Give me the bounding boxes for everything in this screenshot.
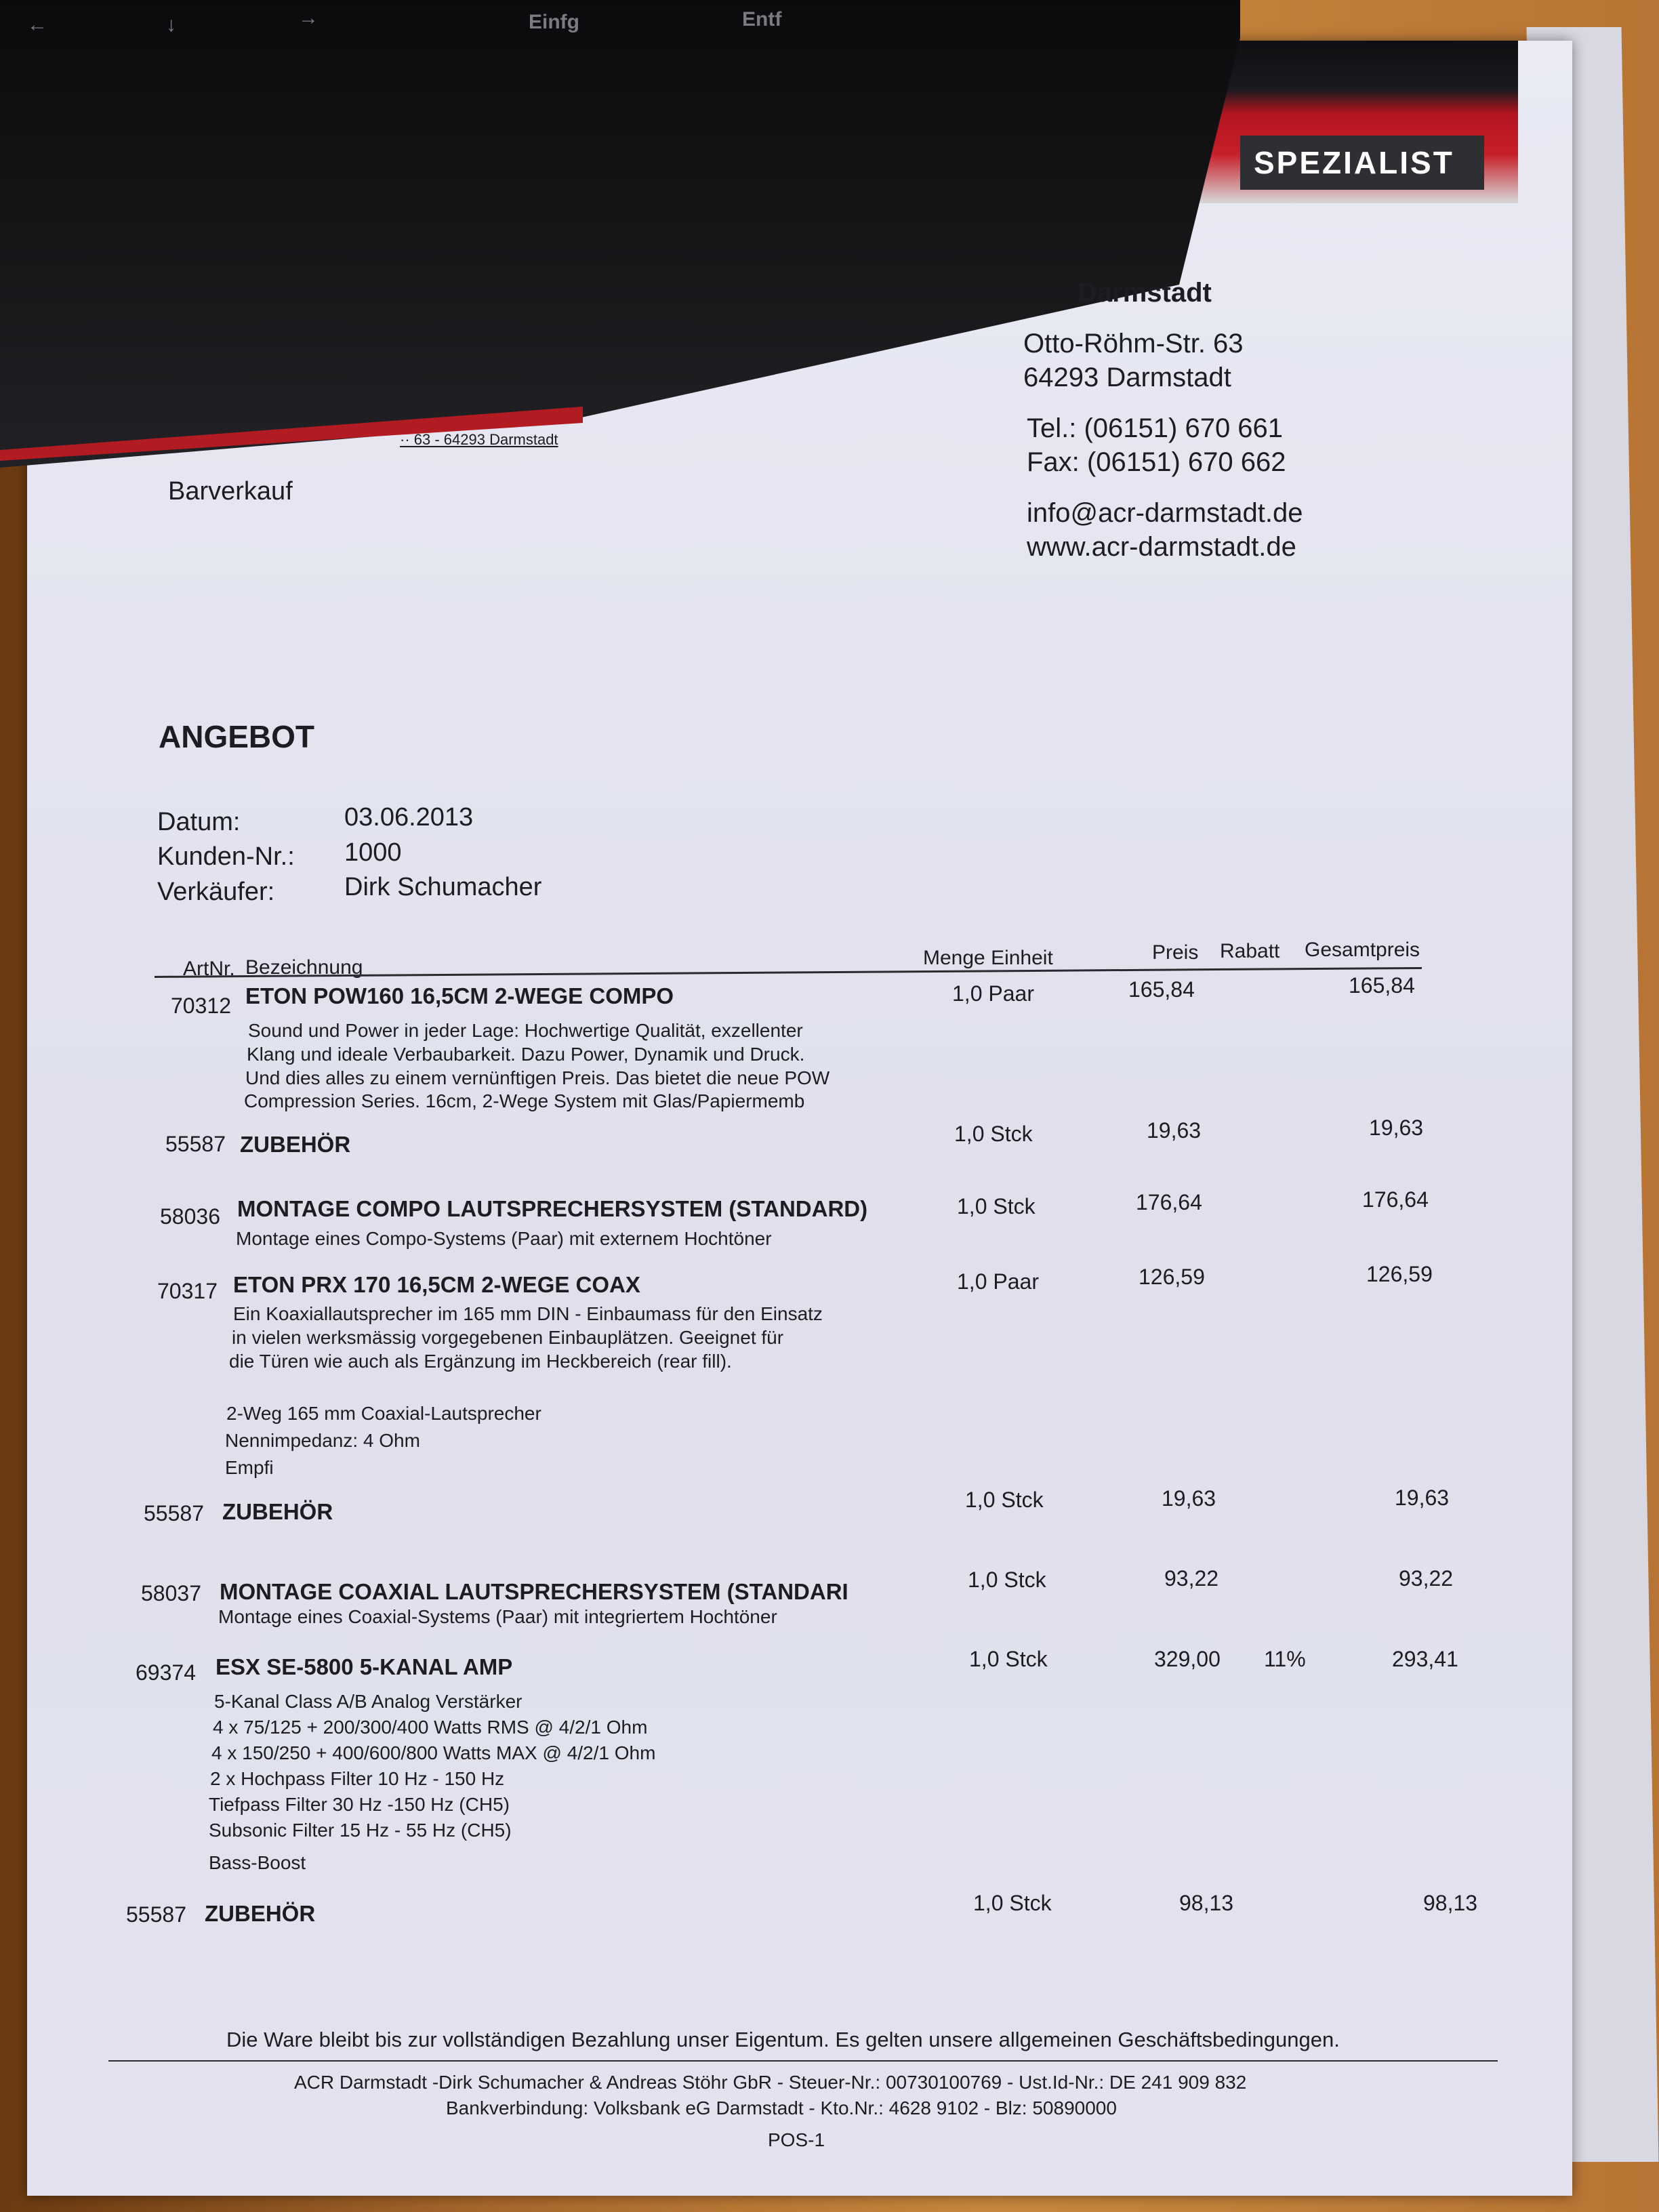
row-qty: 1,0 Paar (952, 981, 1034, 1006)
row-name: ZUBEHÖR (222, 1499, 333, 1524)
company-street: Otto-Röhm-Str. 63 (1023, 329, 1244, 359)
row-qty: 1,0 Stck (965, 1488, 1044, 1512)
row-desc-line: Nennimpedanz: 4 Ohm (225, 1430, 420, 1451)
row-desc-line: 5-Kanal Class A/B Analog Verstärker (214, 1691, 523, 1712)
row-qty: 1,0 Stck (969, 1647, 1048, 1671)
row-total: 19,63 (1395, 1486, 1450, 1510)
row-artnr: 58037 (141, 1581, 201, 1605)
row-desc-line: 2 x Hochpass Filter 10 Hz - 150 Hz (210, 1768, 505, 1789)
company-tel: Tel.: (06151) 670 661 (1027, 413, 1284, 443)
footer-bank: Bankverbindung: Volksbank eG Darmstadt - Kto.Nr.: 4628 9102 - Blz: 50890000 (446, 2097, 1117, 2118)
row-price: 329,00 (1154, 1647, 1221, 1671)
sender-line: ·· 63 - 64293 Darmstadt (400, 431, 558, 448)
arrow-left-icon: ← (27, 14, 47, 36)
document-title: ANGEBOT (159, 719, 314, 754)
row-desc-line: Subsonic Filter 15 Hz - 55 Hz (CH5) (209, 1820, 512, 1841)
col-menge-einheit: Menge Einheit (923, 947, 1053, 969)
row-desc-line: Ein Koaxiallautsprecher im 165 mm DIN - Einbaumass für den Einsatz (233, 1303, 823, 1324)
key-einfg: Einfg (529, 11, 579, 33)
row-qty: 1,0 Stck (968, 1568, 1046, 1592)
recipient: Barverkauf (168, 477, 293, 506)
row-desc-line: 2-Weg 165 mm Coaxial-Lautsprecher (226, 1403, 541, 1424)
row-total: 176,64 (1362, 1187, 1429, 1212)
row-desc-line: 4 x 150/250 + 400/600/800 Watts MAX @ 4/2/1 Ohm (211, 1742, 656, 1763)
company-web: www.acr-darmstadt.de (1027, 532, 1296, 562)
row-qty: 1,0 Stck (973, 1891, 1052, 1915)
row-desc-line: Compression Series. 16cm, 2-Wege System mit Glas/Papiermemb (244, 1090, 805, 1111)
customer-number-label: Kunden-Nr.: (157, 842, 295, 871)
row-discount: 11% (1264, 1647, 1306, 1671)
row-desc-line: die Türen wie auch als Ergänzung im Heckbereich (rear fill). (229, 1351, 732, 1372)
row-price: 19,63 (1147, 1118, 1202, 1143)
footer-company: ACR Darmstadt -Dirk Schumacher & Andreas Stöhr GbR - Steuer-Nr.: 00730100769 - Ust.Id-Nr.: DE 241 909 832 (294, 2072, 1247, 2093)
customer-number-value: 1000 (344, 838, 402, 867)
row-qty: 1,0 Stck (954, 1122, 1033, 1146)
col-artnr: ArtNr. (183, 958, 235, 980)
row-desc-line: Sound und Power in jeder Lage: Hochwertige Qualität, exzellenter (248, 1020, 803, 1041)
row-total: 93,22 (1399, 1566, 1454, 1591)
row-name: ZUBEHÖR (205, 1901, 316, 1926)
row-artnr: 69374 (136, 1660, 196, 1685)
footer-terms: Die Ware bleibt bis zur vollständigen Bezahlung unser Eigentum. Es gelten unsere allgemeinen Geschäftsbedingungen. (226, 2028, 1340, 2051)
row-desc-line: Klang und ideale Verbaubarkeit. Dazu Power, Dynamik und Druck. (247, 1044, 805, 1065)
brand-banner (1240, 136, 1484, 190)
row-name: ZUBEHÖR (240, 1132, 351, 1157)
row-total: 19,63 (1369, 1115, 1424, 1140)
row-desc-line: in vielen werksmässig vorgegebenen Einbauplätzen. Geeignet für (232, 1327, 784, 1348)
row-desc-line: Und dies alles zu einem vernünftigen Preis. Das bietet die neue POW (245, 1067, 830, 1088)
key-entf: Entf (742, 8, 782, 30)
col-bezeichnung: Bezeichnung (245, 956, 363, 979)
row-desc-line: Tiefpass Filter 30 Hz -150 Hz (CH5) (209, 1794, 510, 1815)
col-rabatt: Rabatt (1220, 940, 1280, 962)
col-gesamtpreis: Gesamtpreis (1305, 939, 1420, 961)
footer-page: POS-1 (768, 2129, 825, 2150)
row-total: 126,59 (1366, 1262, 1433, 1286)
row-total: 293,41 (1392, 1647, 1458, 1671)
row-price: 176,64 (1136, 1190, 1202, 1214)
col-preis: Preis (1152, 941, 1199, 964)
row-price: 93,22 (1164, 1566, 1219, 1591)
row-name: MONTAGE COAXIAL LAUTSPRECHERSYSTEM (STANDARI (220, 1579, 848, 1604)
row-artnr: 55587 (126, 1902, 186, 1927)
row-desc-line: 4 x 75/125 + 200/300/400 Watts RMS @ 4/2/1 Ohm (213, 1717, 648, 1738)
row-desc-line: Empfi (225, 1457, 274, 1478)
row-name: MONTAGE COMPO LAUTSPRECHERSYSTEM (STANDARD) (237, 1196, 868, 1221)
row-price: 126,59 (1139, 1265, 1205, 1289)
row-price: 165,84 (1128, 977, 1195, 1002)
company-fax: Fax: (06151) 670 662 (1027, 447, 1286, 477)
row-artnr: 55587 (165, 1132, 226, 1156)
row-total: 165,84 (1349, 973, 1415, 998)
row-artnr: 58036 (160, 1204, 220, 1229)
row-name: ETON POW160 16,5CM 2-WEGE COMPO (245, 983, 674, 1008)
row-artnr: 70312 (171, 994, 231, 1018)
date-label: Datum: (157, 808, 241, 836)
company-name: Darmstadt (1078, 278, 1212, 308)
row-desc-line: Montage eines Coaxial-Systems (Paar) mit integriertem Hochtöner (218, 1606, 777, 1627)
arrow-down-icon: ↓ (166, 14, 176, 36)
seller-value: Dirk Schumacher (344, 873, 542, 901)
row-price: 98,13 (1179, 1891, 1234, 1915)
brand-text: SPEZIALIST (1254, 145, 1454, 180)
row-name: ESX SE-5800 5-KANAL AMP (216, 1654, 513, 1679)
seller-label: Verkäufer: (157, 878, 275, 906)
row-desc-line: Montage eines Compo-Systems (Paar) mit externem Hochtöner (236, 1228, 772, 1249)
arrow-right-icon: → (298, 7, 319, 29)
row-desc-line: Bass-Boost (209, 1852, 306, 1873)
row-qty: 1,0 Stck (957, 1194, 1036, 1218)
date-value: 03.06.2013 (344, 803, 474, 832)
row-artnr: 70317 (157, 1279, 218, 1303)
row-price: 19,63 (1162, 1486, 1216, 1511)
footer-rule (108, 2060, 1498, 2062)
company-city: 64293 Darmstadt (1023, 363, 1231, 392)
row-total: 98,13 (1423, 1891, 1478, 1915)
row-name: ETON PRX 170 16,5CM 2-WEGE COAX (233, 1272, 640, 1297)
company-email: info@acr-darmstadt.de (1027, 498, 1303, 528)
row-artnr: 55587 (144, 1501, 204, 1525)
row-qty: 1,0 Paar (957, 1269, 1039, 1294)
